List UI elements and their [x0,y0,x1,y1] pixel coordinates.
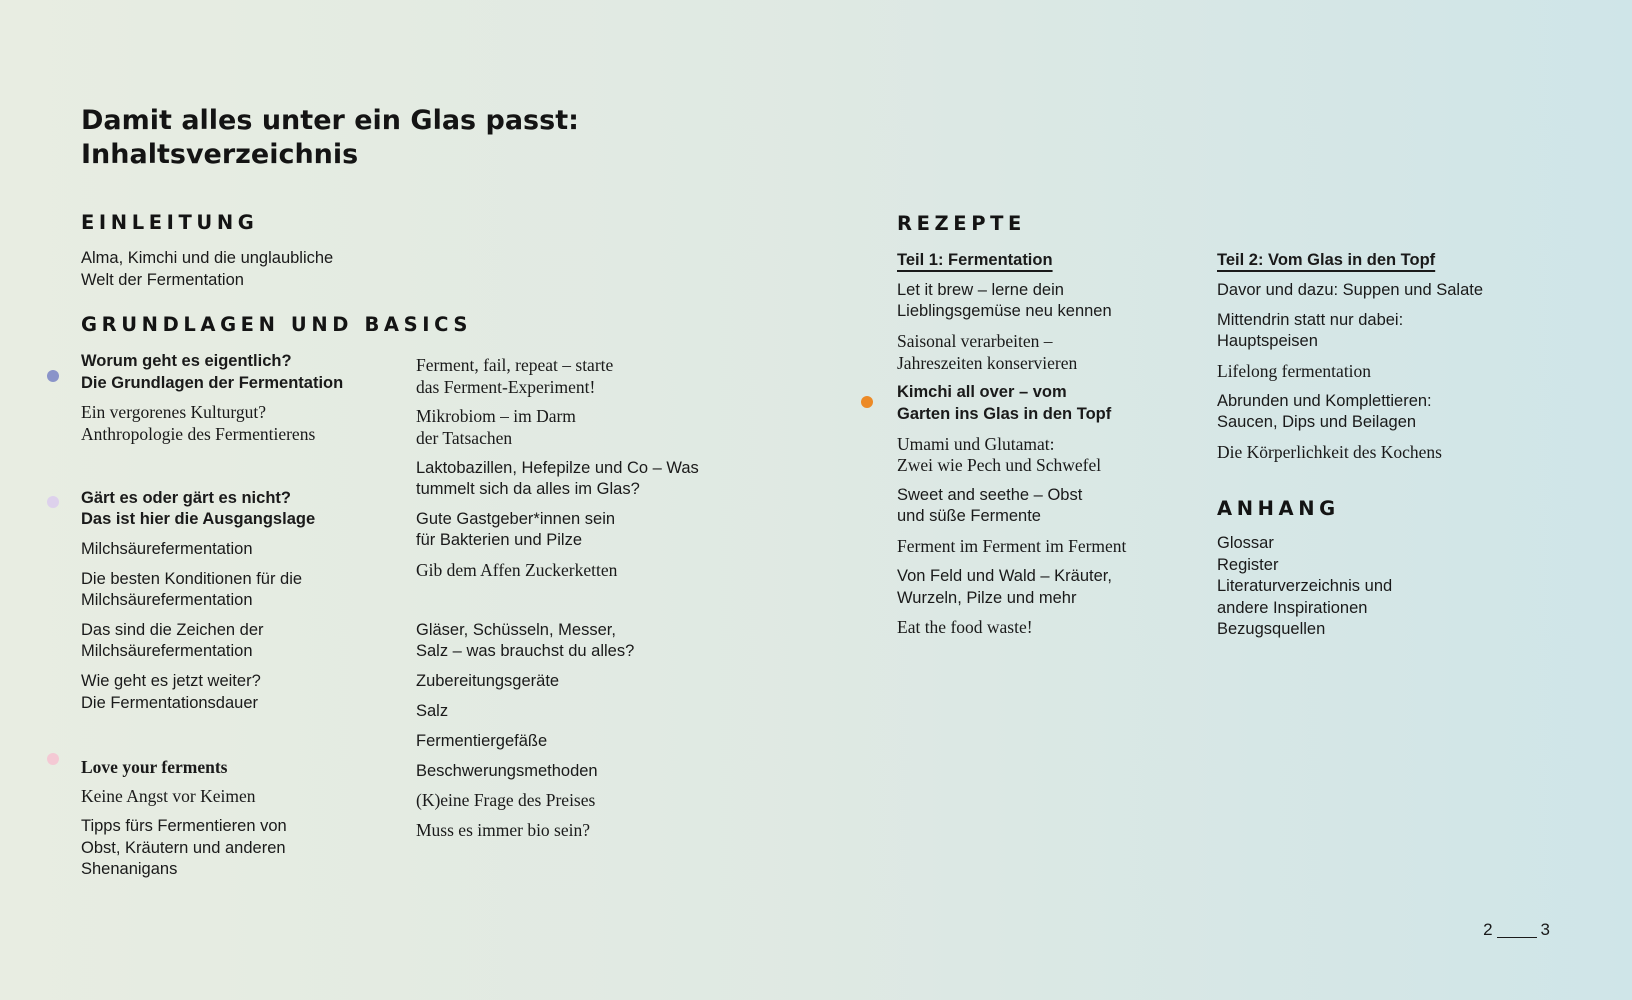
toc-group-title[interactable]: Gärt es oder gärt es nicht? Das ist hier die Ausgangslage [81,488,316,529]
marker-dot-orange [861,396,873,408]
toc-entry[interactable]: Mittendrin statt nur dabei: Hauptspeisen [1217,310,1404,351]
toc-group-title[interactable]: Love your ferments [81,756,228,777]
toc-entry[interactable]: Wie geht es jetzt weiter? Die Fermentationsdauer [81,672,261,712]
toc-rezepte-teil1 [897,250,1217,647]
toc-entry[interactable]: Umami und Glutamat: Zwei wie Pech und Schwefel [897,433,1102,476]
toc-entry[interactable]: Kimchi all over – vom Garten ins Glas in den Topf [897,383,1112,423]
toc-entry[interactable]: Glossar [1217,534,1274,552]
toc-entry[interactable]: Bezugsquellen [1217,620,1326,638]
toc-entry[interactable]: Tipps fürs Fermentieren von Obst, Kräutern und anderen Shenanigans [81,817,287,879]
page-number-left: 2 [1483,920,1493,939]
toc-entry[interactable]: Zubereitungsgeräte [416,672,560,691]
toc-entry[interactable]: Alma, Kimchi und die unglaubliche Welt der Fermentation [81,249,334,289]
marker-dot-lilac [47,496,59,508]
toc-einleitung-list [81,248,401,299]
toc-anhang-list [1217,533,1537,641]
section-heading-grundlagen: GRUNDLAGEN UND BASICS [81,313,473,336]
toc-entry[interactable]: Register [1217,555,1279,574]
toc-entry[interactable]: Muss es immer bio sein? [416,820,591,841]
toc-grundlagen-col2 [416,355,756,850]
toc-entry[interactable]: andere Inspirationen [1217,598,1368,617]
toc-entry[interactable]: Die besten Konditionen für die Milchsäurefermentation [81,569,303,610]
toc-entry[interactable]: Fermentiergefäße [416,731,548,750]
marker-dot-pink [47,753,59,765]
toc-entry[interactable]: Let it brew – lerne dein Lieblingsgemüse neu kennen [897,280,1112,321]
toc-entry[interactable]: Ein vergorenes Kulturgut? Anthropologie des Fermentierens [81,402,316,444]
toc-entry[interactable]: Keine Angst vor Keimen [81,786,256,807]
toc-entry[interactable]: Gib dem Affen Zuckerketten [416,560,618,581]
toc-entry[interactable]: Sweet and seethe – Obst und süße Fermente [897,485,1083,526]
title-line-1: Damit alles unter ein Glas passt: [81,105,579,136]
toc-entry[interactable]: Milchsäurefermentation [81,539,253,558]
toc-entry[interactable]: Saisonal verarbeiten – Jahreszeiten konservieren [897,331,1078,373]
toc-entry[interactable]: Ferment, fail, repeat – starte das Ferment-Experiment! [416,355,614,397]
toc-entry[interactable]: Beschwerungsmethoden [416,761,598,780]
toc-entry[interactable]: Literaturverzeichnis und [1217,577,1393,595]
toc-entry[interactable]: Gläser, Schüsseln, Messer, Salz – was brauchst du alles? [416,620,635,661]
toc-subheading-teil1[interactable]: Teil 1: Fermentation [897,251,1053,269]
toc-rezepte-teil2 [1217,250,1557,472]
toc-entry[interactable]: (K)eine Frage des Preises [416,790,596,811]
marker-dot-blue [47,370,59,382]
toc-entry[interactable]: Abrunden und Komplettieren: Saucen, Dips und Beilagen [1217,391,1432,432]
toc-entry[interactable]: Ferment im Ferment im Ferment [897,536,1127,557]
section-heading-einleitung: EINLEITUNG [81,211,259,234]
toc-entry[interactable]: Davor und dazu: Suppen und Salate [1217,280,1484,299]
page-number-divider [1497,937,1537,938]
page-number-right: 3 [1540,920,1550,939]
toc-entry[interactable]: Von Feld und Wald – Kräuter, Wurzeln, Pilze und mehr [897,567,1112,607]
toc-entry[interactable]: Lifelong fermentation [1217,360,1372,381]
toc-entry[interactable]: Laktobazillen, Hefepilze und Co – Was tummelt sich da alles im Glas? [416,458,699,499]
toc-entry[interactable]: Salz [416,702,449,721]
section-heading-rezepte: REZEPTE [897,212,1026,235]
toc-grundlagen-col1 [81,351,401,889]
toc-entry[interactable]: Mikrobiom – im Darm der Tatsachen [416,406,576,448]
toc-entry[interactable]: Die Körperlichkeit des Kochens [1217,441,1442,462]
toc-entry[interactable]: Eat the food waste! [897,617,1033,638]
section-heading-anhang: ANHANG [1217,497,1340,520]
toc-group-title[interactable]: Worum geht es eigentlich? Die Grundlagen der Fermentation [81,352,344,392]
title-line-2: Inhaltsverzeichnis [81,139,359,170]
page-numbers [1483,920,1550,940]
toc-subheading-teil2[interactable]: Teil 2: Vom Glas in den Topf [1217,251,1436,269]
toc-entry[interactable]: Gute Gastgeber*innen sein für Bakterien und Pilze [416,509,616,550]
page-title [81,104,579,172]
toc-entry[interactable]: Das sind die Zeichen der Milchsäurefermentation [81,620,264,661]
